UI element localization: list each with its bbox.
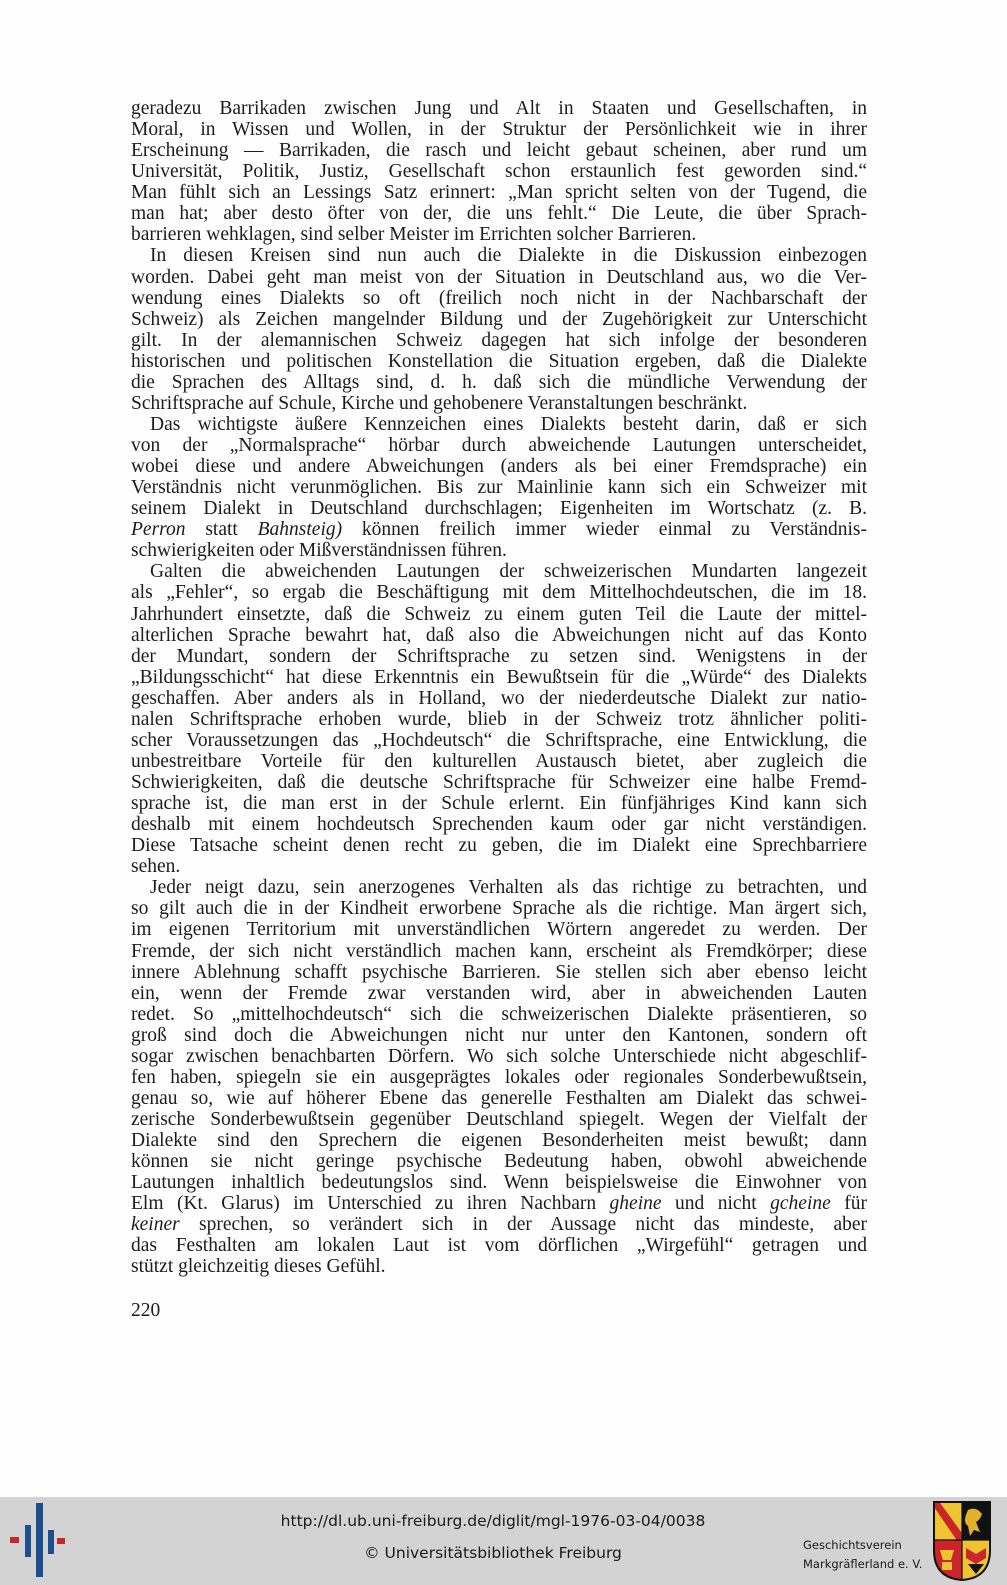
society-name-line-1: Geschichtsverein: [803, 1538, 902, 1552]
text-line: die Sprachen des Alltags sind, d. h. daß sich die mündliche Verwendung der: [131, 371, 867, 393]
text-line: Jahrhundert einsetzte, daß die Schweiz zu einem guten Teil die Laute der mittel-: [131, 603, 867, 625]
text-line: Schweiz) als Zeichen mangelnder Bildung und der Zugehörigkeit zur Unterschicht: [131, 308, 867, 330]
text-line: scher Voraussetzungen das „Hochdeutsch“ die Schriftsprache, eine Entwicklung, die: [131, 729, 867, 751]
text-line: geschaffen. Aber anders als in Holland, wo der niederdeutsche Dialekt zur natio-: [131, 687, 867, 709]
text-line: seinem Dialekt in Deutschland durchschlagen; Eigenheiten im Wortschatz (z. B.: [131, 498, 867, 520]
body-text: [131, 98, 867, 1278]
text-line: sogar zwischen benachbarten Dörfern. Wo sich solche Unterschiede nicht abgeschlif-: [131, 1045, 867, 1067]
text-line: innere Ablehnung schafft psychische Barrieren. Sie stellen sich aber ebenso leicht: [131, 961, 867, 983]
text-line: [131, 1193, 867, 1214]
text-line: sprache ist, die man erst in der Schule erlernt. Ein fünfjähriges Kind kann sich: [131, 793, 867, 815]
text-line: historischen und politischen Konstellation die Situation ergeben, daß die Dialekte: [131, 350, 867, 372]
text-run: können freilich immer wieder einmal zu Verständnis-: [342, 519, 867, 541]
text-line: von der „Normalsprache“ hörbar durch abweichende Lautungen unterscheidet,: [131, 435, 867, 456]
text-run: für: [830, 1193, 867, 1215]
text-line: können sie nicht geringe psychische Bedeutung haben, obwohl abweichende: [131, 1151, 867, 1173]
paragraph: [131, 245, 867, 414]
text-line: Dialekte sind den Sprechern die eigenen Besonderheiten meist bewußt; dann: [131, 1130, 867, 1152]
text-line: zerische Sonderbewußtsein gegenüber Deutschland spiegelt. Wegen der Vielfalt der: [131, 1109, 867, 1130]
text-line: Schriftsprache auf Schule, Kirche und gehobenere Veranstaltungen beschränkt.: [131, 392, 748, 414]
text-run: und nicht: [661, 1193, 771, 1215]
text-run: sprechen, so verändert sich in der Aussage nicht das mindeste, aber: [179, 1214, 867, 1236]
text-line: Erscheinung — Barrikaden, die rasch und leicht gebaut scheinen, aber rund um: [131, 140, 867, 162]
text-line: sehen.: [131, 856, 181, 878]
text-line: [131, 1214, 867, 1235]
text-run: statt: [185, 519, 258, 541]
text-line: In diesen Kreisen sind nun auch die Dialekte in die Diskussion einbezogen: [150, 245, 867, 267]
text-line: unbestreitbare Vorteile für den kulturellen Austausch bietet, aber zugleich die: [131, 750, 867, 772]
page-number: 220: [131, 1300, 161, 1321]
ub-freiburg-logo-icon: [8, 1503, 66, 1577]
text-line: alterlichen Sprache bewahrt hat, daß also die Abweichungen nicht auf das Konto: [131, 624, 867, 646]
text-line: worden. Dabei geht man meist von der Situation in Deutschland aus, wo die Ver-: [131, 266, 867, 288]
text-line: so gilt auch die in der Kindheit erworbene Sprache als die richtige. Man ärgert sich,: [131, 898, 867, 920]
text-line: Das wichtigste äußere Kennzeichen eines Dialekts besteht darin, daß er sich: [150, 413, 867, 435]
paragraph: [131, 877, 867, 1277]
italic-term: Perron: [131, 519, 186, 541]
text-line: nalen Schriftsprache erhoben wurde, blieb in der Schweiz trotz ähnlicher politi-: [131, 708, 867, 730]
text-line: man hat; aber desto öfter von der, die uns fehlt.“ Die Leute, die über Sprach-: [131, 203, 867, 225]
text-line: stützt gleichzeitig dieses Gefühl.: [131, 1256, 386, 1278]
text-line: geradezu Barrikaden zwischen Jung und Alt in Staaten und Gesellschaften, in: [131, 98, 867, 119]
society-name-line-2: Markgräflerland e. V.: [803, 1557, 923, 1571]
text-line: Galten die abweichenden Lautungen der schweizerischen Mundarten langezeit: [150, 561, 867, 583]
society-name: [803, 1536, 922, 1574]
text-line: gilt. In der alemannischen Schweiz dagegen hat sich infolge der besonderen: [131, 329, 867, 351]
text-line: wendung eines Dialekts so oft (freilich noch nicht in der Nachbarschaft der: [131, 287, 867, 309]
text-line: deshalb mit einem hochdeutsch Sprechenden kaum oder gar nicht verständigen.: [131, 814, 867, 836]
italic-term: Bahnsteig): [257, 519, 343, 541]
text-line: der Mundart, sondern der Schriftsprache zu setzen sind. Wenigstens in der: [131, 645, 867, 667]
text-line: redet. So „mittelhochdeutsch“ sich die schweizerischen Dialekte präsentieren, so: [131, 1003, 867, 1025]
text-line: Universität, Politik, Justiz, Gesellschaft schon erstaunlich fest geworden sind.“: [131, 161, 867, 183]
text-line: wobei diese und andere Abweichungen (anders als bei einer Fremdsprache) ein: [131, 456, 867, 478]
italic-term: gcheine: [770, 1193, 831, 1215]
italic-term: keiner: [131, 1214, 180, 1236]
text-line: Diese Tatsache scheint denen recht zu geben, die im Dialekt eine Sprechbarriere: [131, 835, 867, 857]
paragraph: [131, 561, 867, 877]
paragraph: [131, 98, 867, 245]
text-line: Fremde, der sich nicht verständlich machen kann, erscheint als Fremdkörper; diese: [131, 940, 867, 962]
text-line: Schwierigkeiten, daß die deutsche Schriftsprache für Schweizer eine halbe Fremd-: [131, 772, 867, 793]
text-line: im eigenen Territorium mit unverständlichen Wörtern angeredet zu werden. Der: [131, 919, 867, 941]
text-line: Moral, in Wissen und Wollen, in der Struktur der Persönlichkeit wie in ihrer: [131, 119, 867, 141]
text-run: Elm (Kt. Glarus) im Unterschied zu ihren Nachbarn: [131, 1193, 610, 1215]
coat-of-arms-icon: [932, 1500, 992, 1582]
paragraph: [131, 414, 867, 561]
text-line: Verständnis nicht verunmöglichen. Bis zur Mainlinie kann sich ein Schweizer mit: [131, 477, 867, 499]
document-url: http://dl.ub.uni-freiburg.de/diglit/mgl-1976-03-04/0038: [280, 1512, 706, 1530]
italic-term: gheine: [609, 1193, 662, 1215]
text-line: groß sind doch die Abweichungen nicht nur unter den Kantonen, sondern oft: [131, 1024, 867, 1046]
text-line: als „Fehler“, so ergab die Beschäftigung mit dem Mittelhochdeutschen, die im 18.: [131, 582, 867, 604]
text-line: Lautungen inhaltlich bedeutungslos sind. Wenn beispielsweise die Einwohner von: [131, 1172, 867, 1194]
text-line: barrieren wehklagen, sind selber Meister im Errichten solcher Barrieren.: [131, 224, 697, 246]
text-line: [131, 519, 867, 540]
text-line: Jeder neigt dazu, sein anerzogenes Verhalten als das richtige zu betrachten, und: [150, 877, 867, 899]
digitization-footer: [0, 1497, 1007, 1585]
text-line: genau so, wie auf höherer Ebene das generelle Festhalten am Dialekt das schwei-: [131, 1087, 867, 1109]
text-line: ein, wenn der Fremde zwar verstanden wird, aber in abweichenden Lauten: [131, 982, 867, 1004]
copyright-notice: © Universitätsbibliothek Freiburg: [364, 1544, 622, 1562]
text-line: Man fühlt sich an Lessings Satz erinnert: „Man spricht selten von der Tugend, die: [131, 182, 867, 204]
text-line: „Bildungsschicht“ hat diese Erkenntnis ein Bewußtsein für die „Würde“ des Dialekts: [131, 666, 867, 688]
text-line: schwierigkeiten oder Mißverständnissen führen.: [131, 540, 507, 562]
text-line: das Festhalten am lokalen Laut ist vom dörflichen „Wirgefühl“ getragen und: [131, 1235, 867, 1257]
text-line: fen haben, spiegeln sie ein ausgeprägtes lokales oder regionales Sonderbewußtsein,: [131, 1066, 867, 1088]
